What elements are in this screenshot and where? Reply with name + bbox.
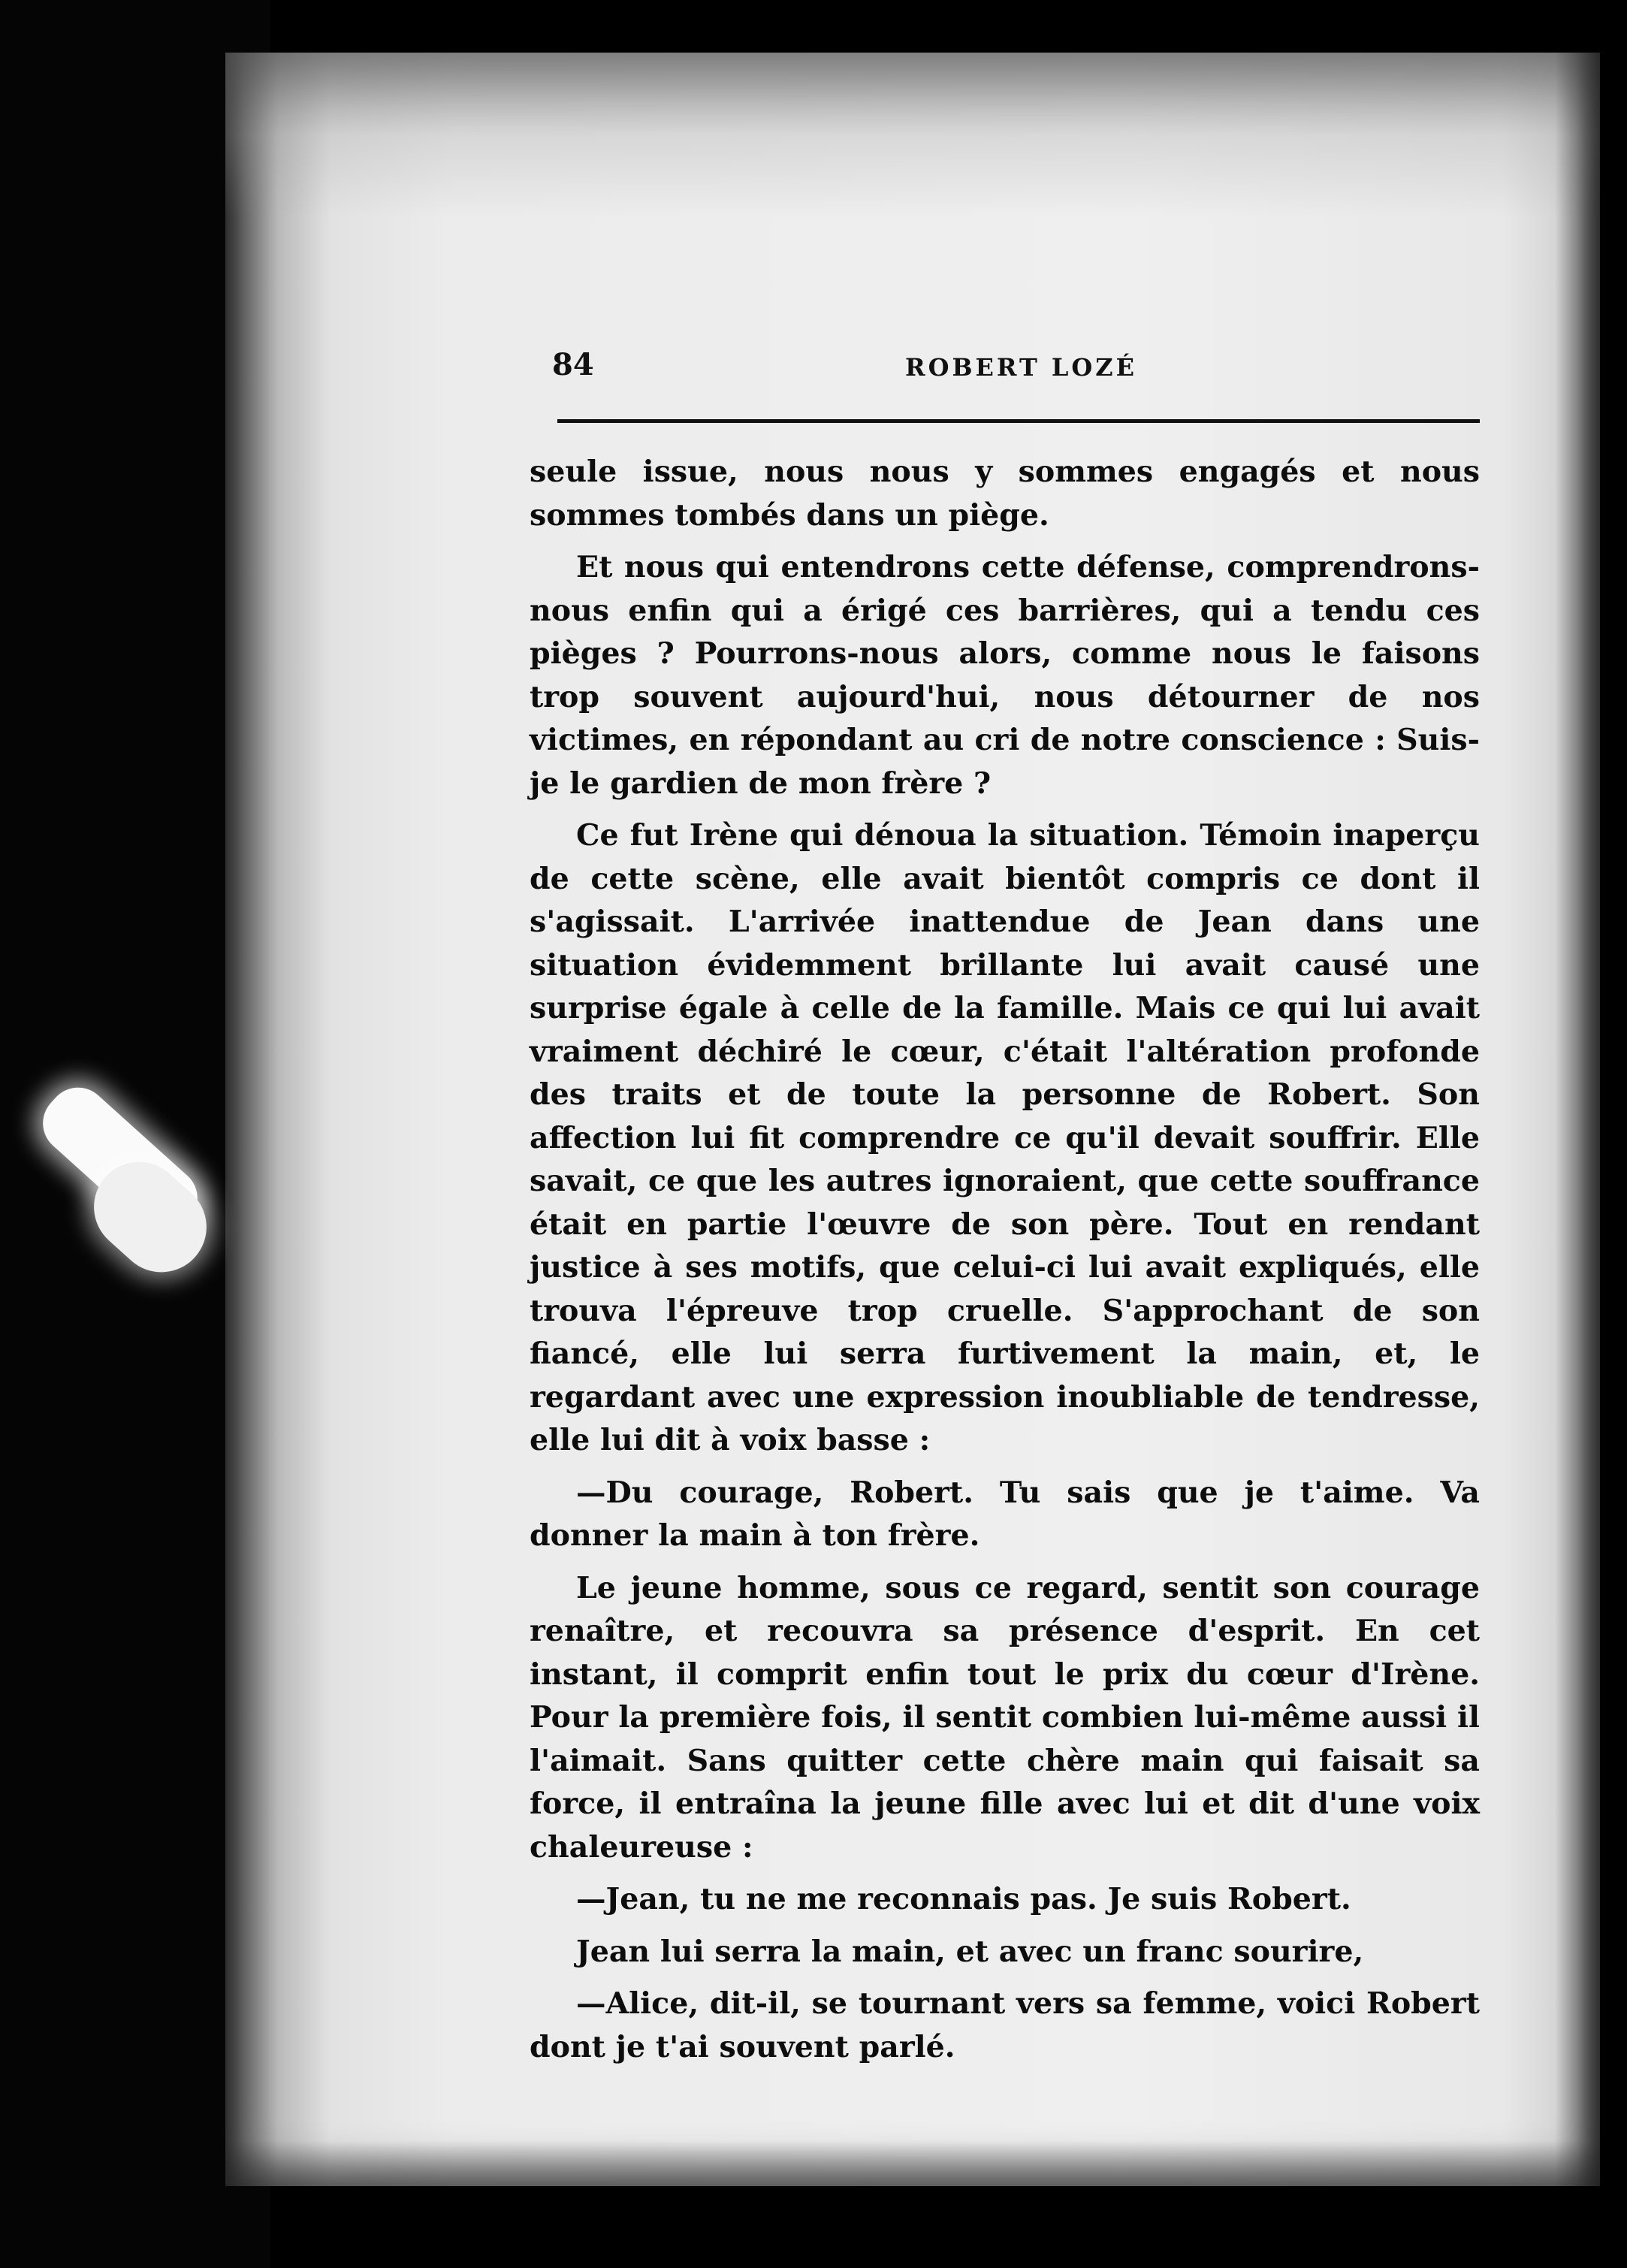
paragraph: seule issue, nous nous y sommes engagés et nous sommes tombés dans un piège. (530, 455, 1480, 533)
paragraph: Le jeune homme, sous ce regard, sentit son courage renaître, et recouvra sa présence d'esprit. En cet instant, il comprit enfin tout le prix du cœur d'Irène. Pour la première fois, il sentit combien lui-même aussi il l'aimait. Sans quitter cette chère main qui faisait sa force, il entraîna la jeune fille avec lui et dit d'une voix chaleureuse : (530, 1570, 1480, 1865)
page-number: 84 (552, 347, 594, 382)
page-bottom-shadow (225, 2141, 1600, 2186)
page-edge-shadow (1555, 53, 1600, 2186)
dialogue-line: —Jean, tu ne me reconnais pas. Je suis Robert. (576, 1882, 1351, 1916)
running-head (552, 347, 1484, 400)
dialogue-line: —Du courage, Robert. Tu sais que je t'aime. Va donner la main à ton frère. (530, 1475, 1480, 1553)
paragraph: Ce fut Irène qui dénoua la situation. Témoin inaperçu de cette scène, elle avait bientôt compris ce dont il s'agissait. L'arrivée inattendue de Jean dans une situation évidemment brillante lui avait causé une surprise égale à celle de la famille. Mais ce qui lui avait vraiment déchiré le cœur, c'était l'altération profonde des traits et de toute la personne de Robert. Son affection lui fit comprendre ce qu'il devait souffrir. Elle savait, ce que les autres ignoraient, que cette souffrance était en partie l'œuvre de son père. Tout en rendant justice à ses motifs, que celui-ci lui avait expliqués, elle trouva l'épreuve trop cruelle. S'approchant de son fiancé, elle lui serra furtivement la main, et, le regardant avec une expression inoubliable de tendresse, elle lui dit à voix basse : (530, 818, 1480, 1457)
dialogue-line: —Alice, dit-il, se tournant vers sa femme, voici Robert dont je t'ai souvent parlé. (530, 1986, 1480, 2064)
header-rule (557, 419, 1480, 423)
body-text (530, 451, 1480, 2078)
running-title: ROBERT LOZÉ (905, 353, 1138, 382)
paragraph: Et nous qui entendrons cette défense, comprendrons-nous enfin qui a érigé ces barrières, qui a tendu ces pièges ? Pourrons-nous alors, comme nous le faisons trop souvent aujourd'hui, nous détourner de nos victimes, en répondant au cri de notre conscience : Suis-je le gardien de mon frère ? (530, 550, 1480, 801)
page-grain (225, 53, 1600, 218)
paragraph: Jean lui serra la main, et avec un franc sourire, (576, 1934, 1364, 1969)
